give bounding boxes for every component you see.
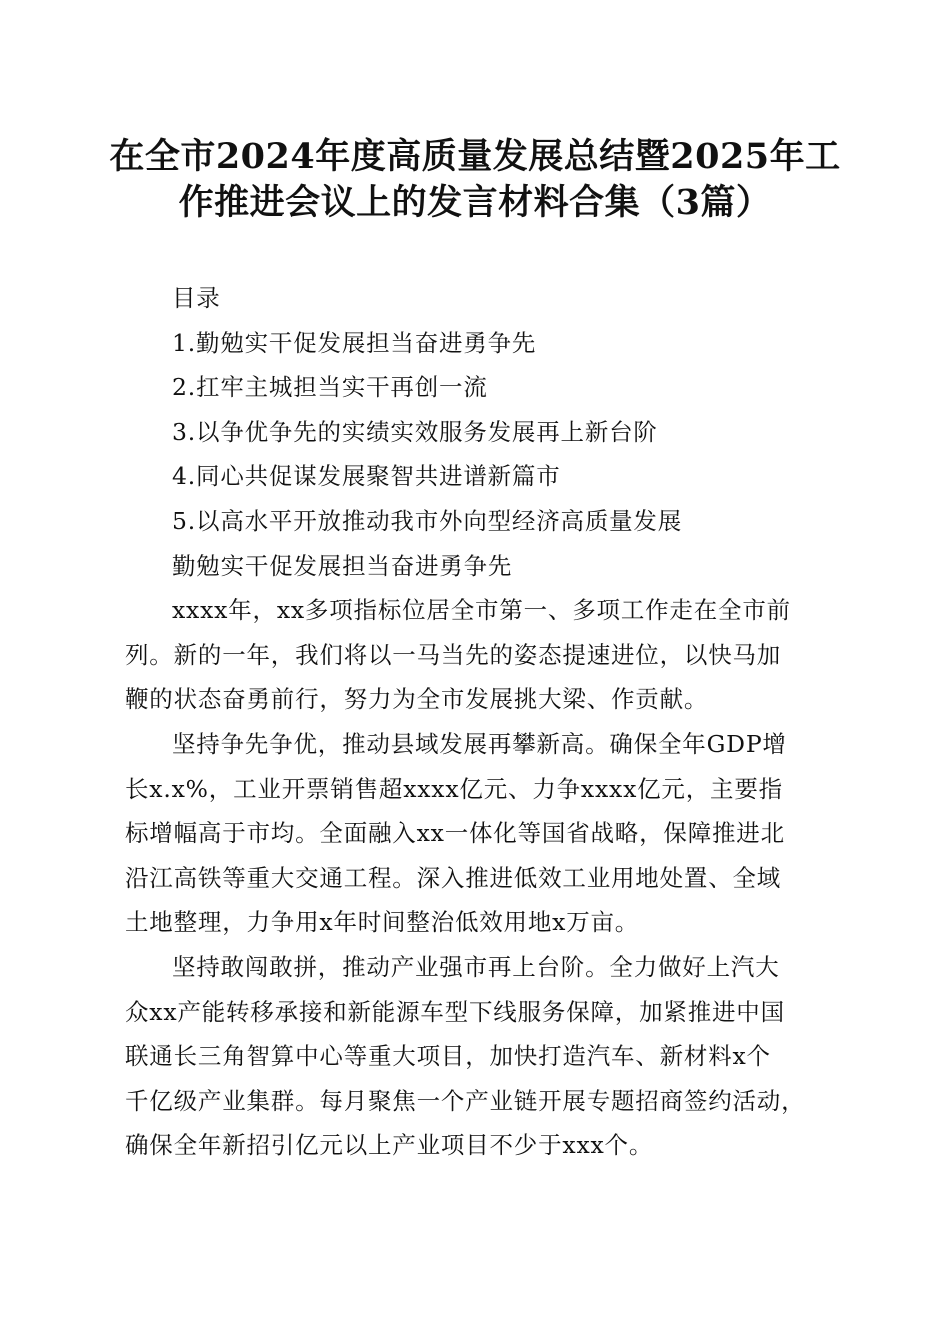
document-title xyxy=(100,134,850,226)
paragraph-line: 千亿级产业集群。每月聚焦一个产业链开展专题招商签约活动， xyxy=(125,1086,806,1115)
document-body xyxy=(125,276,829,1168)
paragraph xyxy=(125,588,829,722)
toc-item: 4.同心共促谋发展聚智共进谱新篇市 xyxy=(172,462,561,491)
paragraph-line: 土地整理，力争用x年时间整治低效用地x万亩。 xyxy=(125,908,640,937)
section-heading: 勤勉实干促发展担当奋进勇争先 xyxy=(172,551,513,580)
paragraph-line: 众xx产能转移承接和新能源车型下线服务保障，加紧推进中国 xyxy=(125,997,785,1026)
paragraph xyxy=(125,722,829,945)
toc-item: 1.勤勉实干促发展担当奋进勇争先 xyxy=(172,328,537,357)
paragraph-line: 列。新的一年，我们将以一马当先的姿态提速进位，以快马加 xyxy=(125,640,782,669)
toc-heading: 目录 xyxy=(172,284,221,312)
paragraph xyxy=(125,945,829,1168)
toc-item: 3.以争优争先的实绩实效服务发展再上新台阶 xyxy=(172,417,658,446)
paragraph-line: 确保全年新招引亿元以上产业项目不少于xxx个。 xyxy=(125,1131,654,1160)
paragraph-line: 坚持敢闯敢拼，推动产业强市再上台阶。全力做好上汽大 xyxy=(172,952,780,981)
paragraph-line: 长x.x%，工业开票销售超xxxx亿元、力争xxxx亿元，主要指 xyxy=(125,774,783,803)
paragraph-line: 沿江高铁等重大交通工程。深入推进低效工业用地处置、全域 xyxy=(125,863,782,892)
title-line: 作推进会议上的发言材料合集（3篇） xyxy=(178,182,772,223)
paragraph-line: 联通长三角智算中心等重大项目，加快打造汽车、新材料x个 xyxy=(125,1042,771,1071)
paragraph-line: xxxx年，xx多项指标位居全市第一、多项工作走在全市前 xyxy=(172,596,791,625)
paragraph-line: 标增幅高于市均。全面融入xx一体化等国省战略，保障推进北 xyxy=(125,819,785,848)
title-line: 在全市2024年度高质量发展总结暨2025年工 xyxy=(109,136,841,177)
toc-item: 5.以高水平开放推动我市外向型经济高质量发展 xyxy=(172,506,683,535)
paragraph-line: 坚持争先争优，推动县域发展再攀新高。确保全年GDP增 xyxy=(172,729,787,758)
toc-item: 2.扛牢主城担当实干再创一流 xyxy=(172,373,488,402)
paragraph-line: 鞭的状态奋勇前行，努力为全市发展挑大梁、作贡献。 xyxy=(125,685,709,714)
